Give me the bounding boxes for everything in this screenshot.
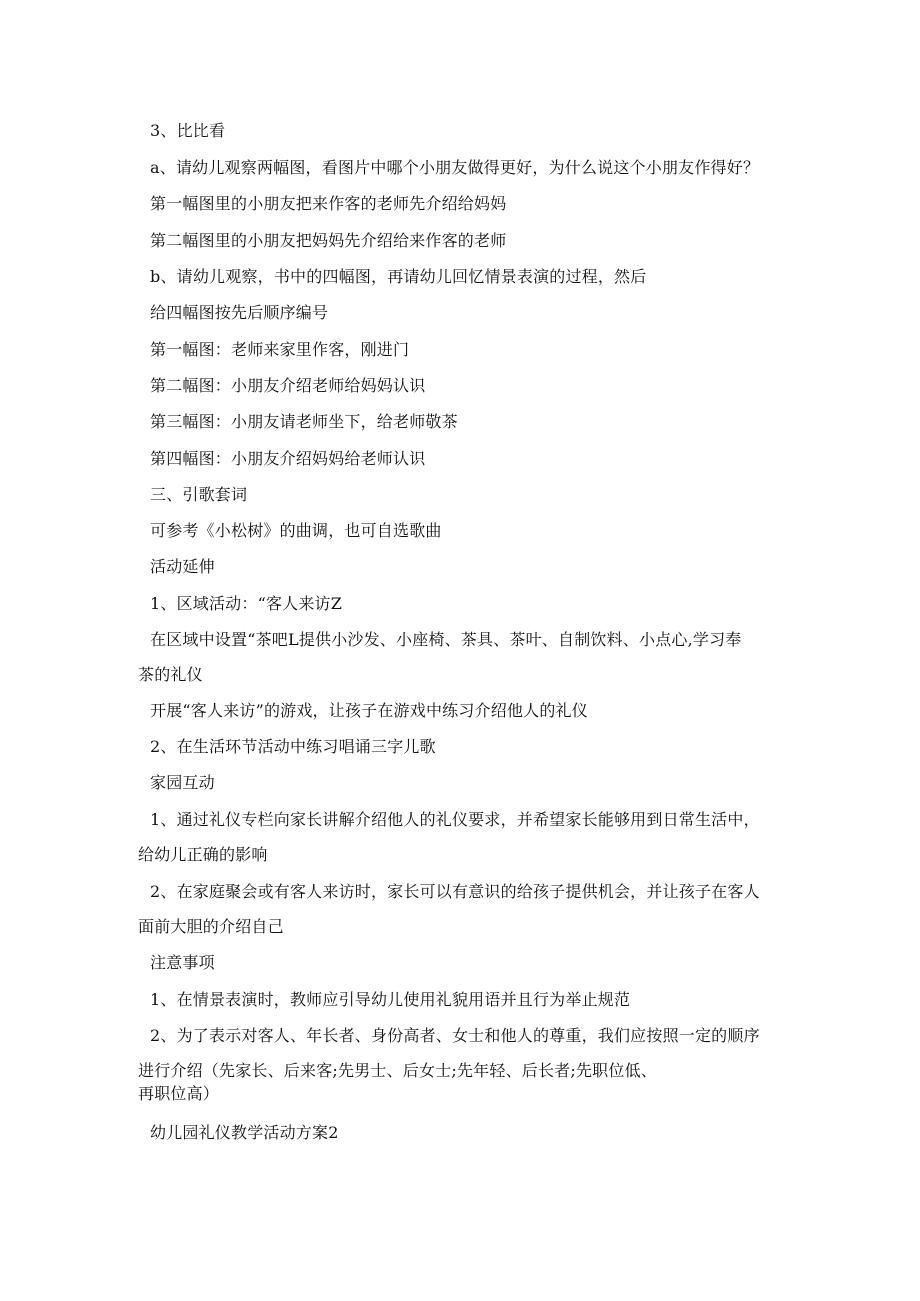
text-line-15: 在区域中设置“茶吧L提供小沙发、小座椅、茶具、茶叶、自制饮料、小点心,学习奉: [150, 630, 742, 649]
text-line-3: 第一幅图里的小朋友把来作客的老师先介绍给妈妈: [150, 194, 507, 213]
text-line-24: 注意事项: [150, 953, 215, 972]
text-line-25: 1、在情景表演时，教师应引导幼儿使用礼貌用语并且行为举止规范: [150, 990, 631, 1009]
text-line-2: a、请幼儿观察两幅图，看图片中哪个小朋友做得更好，为什么说这个小朋友作得好？: [150, 158, 760, 177]
text-line-14: 1、区域活动：“客人来访Z: [150, 594, 343, 613]
text-line-20: 1、通过礼仪专栏向家长讲解介绍他人的礼仪要求，并希望家长能够用到日常生活中，: [150, 810, 760, 829]
text-line-6: 给四幅图按先后顺序编号: [150, 303, 329, 322]
text-line-26: 2、为了表示对客人、年长者、身份高者、女士和他人的尊重，我们应按照一定的顺序: [150, 1026, 760, 1045]
text-line-5: b、请幼儿观察，书中的四幅图，再请幼儿回忆情景表演的过程，然后: [150, 267, 647, 286]
text-line-28: 再职位高）: [138, 1084, 220, 1103]
text-line-12: 可参考《小松树》的曲调，也可自选歌曲: [150, 521, 442, 540]
text-line-4: 第二幅图里的小朋友把妈妈先介绍给来作客的老师: [150, 231, 507, 250]
text-line-17: 开展“客人来访”的游戏，让孩子在游戏中练习介绍他人的礼仪: [150, 701, 588, 720]
text-line-16: 茶的礼仪: [138, 665, 203, 684]
text-line-13: 活动延伸: [150, 557, 215, 576]
text-line-27: 进行介绍（先家长、后来客;先男士、后女士;先年轻、后长者;先职位低、: [138, 1061, 657, 1080]
text-line-9: 第三幅图：小朋友请老师坐下，给老师敬茶: [150, 412, 458, 431]
text-line-10: 第四幅图：小朋友介绍妈妈给老师认识: [150, 449, 426, 468]
text-line-1: 3、比比看: [150, 121, 226, 140]
text-line-22: 2、在家庭聚会或有客人来访时，家长可以有意识的给孩子提供机会，并让孩子在客人: [150, 882, 760, 901]
text-line-29: 幼儿园礼仪教学活动方案2: [150, 1123, 339, 1142]
text-line-11: 三、引歌套词: [150, 485, 248, 504]
text-line-18: 2、在生活环节活动中练习唱诵三字儿歌: [150, 737, 436, 756]
text-line-7: 第一幅图：老师来家里作客，刚进门: [150, 340, 410, 359]
text-line-21: 给幼儿正确的影响: [138, 845, 268, 864]
text-line-8: 第二幅图：小朋友介绍老师给妈妈认识: [150, 376, 426, 395]
text-line-19: 家园互动: [150, 773, 215, 792]
text-line-23: 面前大胆的介绍自己: [138, 917, 284, 936]
